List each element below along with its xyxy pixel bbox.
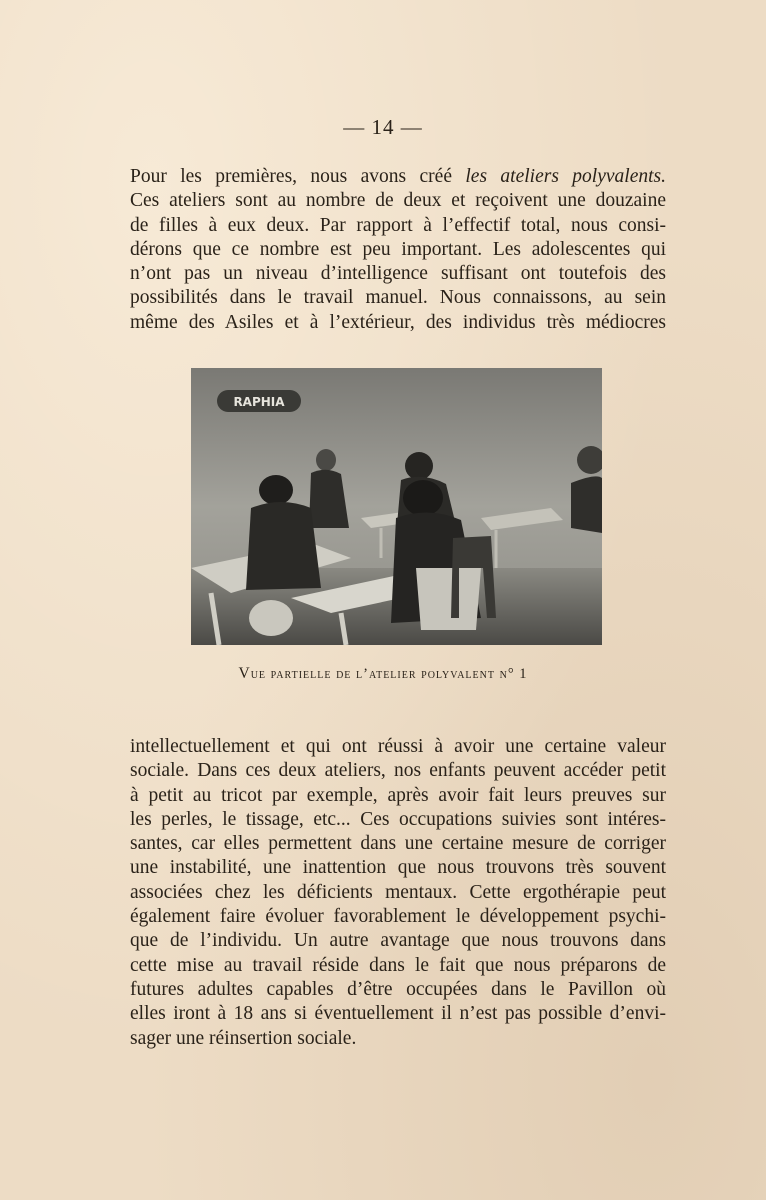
text-line: santes, car elles permettent dans une certaine mesure de corriger [130, 833, 666, 855]
text-line: les perles, le tissage, etc... Ces occupations suivies sont intéres- [130, 808, 666, 830]
text-line: même des Asiles et à l’extérieur, des individus très médiocres [130, 311, 666, 333]
text-line: à petit au tricot par exemple, après avoir fait leurs preuves sur [130, 784, 666, 806]
text-line: cette mise au travail réside dans le fait que nous préparons de [130, 954, 666, 976]
paragraph-bottom [130, 735, 666, 1051]
italic-phrase: les ateliers polyvalents. [465, 166, 666, 187]
caption-initial: V [238, 665, 251, 682]
text-line: de filles à eux deux. Par rapport à l’effectif total, nous consi- [130, 214, 666, 236]
raphia-sign: RAPHIA [233, 395, 285, 409]
text-line: Ces ateliers sont au nombre de deux et reçoivent une douzaine [130, 190, 666, 212]
text-line: associées chez les déficients mentaux. Cette ergothérapie peut [130, 881, 666, 903]
page-number: — 14 — [343, 115, 423, 139]
text-line: possibilités dans le travail manuel. Nous connaissons, au sein [130, 287, 666, 309]
text-line: sager une réinsertion sociale. [130, 1027, 357, 1049]
text-line: intellectuellement et qui ont réussi à avoir une certaine valeur [130, 736, 666, 757]
text-line: sociale. Dans ces deux ateliers, nos enfants peuvent accéder petit [130, 760, 666, 782]
text-line: futures adultes capables d’être occupées dans le Pavillon où [130, 978, 666, 1000]
caption-text: ue partielle de l’atelier polyvalent n° 1 [250, 666, 528, 682]
text-line: que de l’individu. Un autre avantage que nous trouvons dans [130, 930, 666, 952]
text-line: n’ont pas un niveau d’intelligence suffisant ont toutefois des [130, 263, 666, 285]
text-line: une instabilité, une inattention que nous trouvons très souvent [130, 857, 666, 879]
paragraph-top [130, 165, 666, 335]
text-line: dérons que ce nombre est peu important. Les adolescentes qui [130, 238, 666, 260]
text-line: Pour les premières, nous avons créé les ateliers polyvalents. [130, 166, 666, 187]
workshop-photo [191, 368, 602, 645]
text-line: elles iront à 18 ans si éventuellement il n’est pas possible d’envi- [130, 1003, 666, 1025]
text-line: également faire évoluer favorablement le développement psychi- [130, 906, 666, 928]
figure-caption [0, 665, 766, 683]
